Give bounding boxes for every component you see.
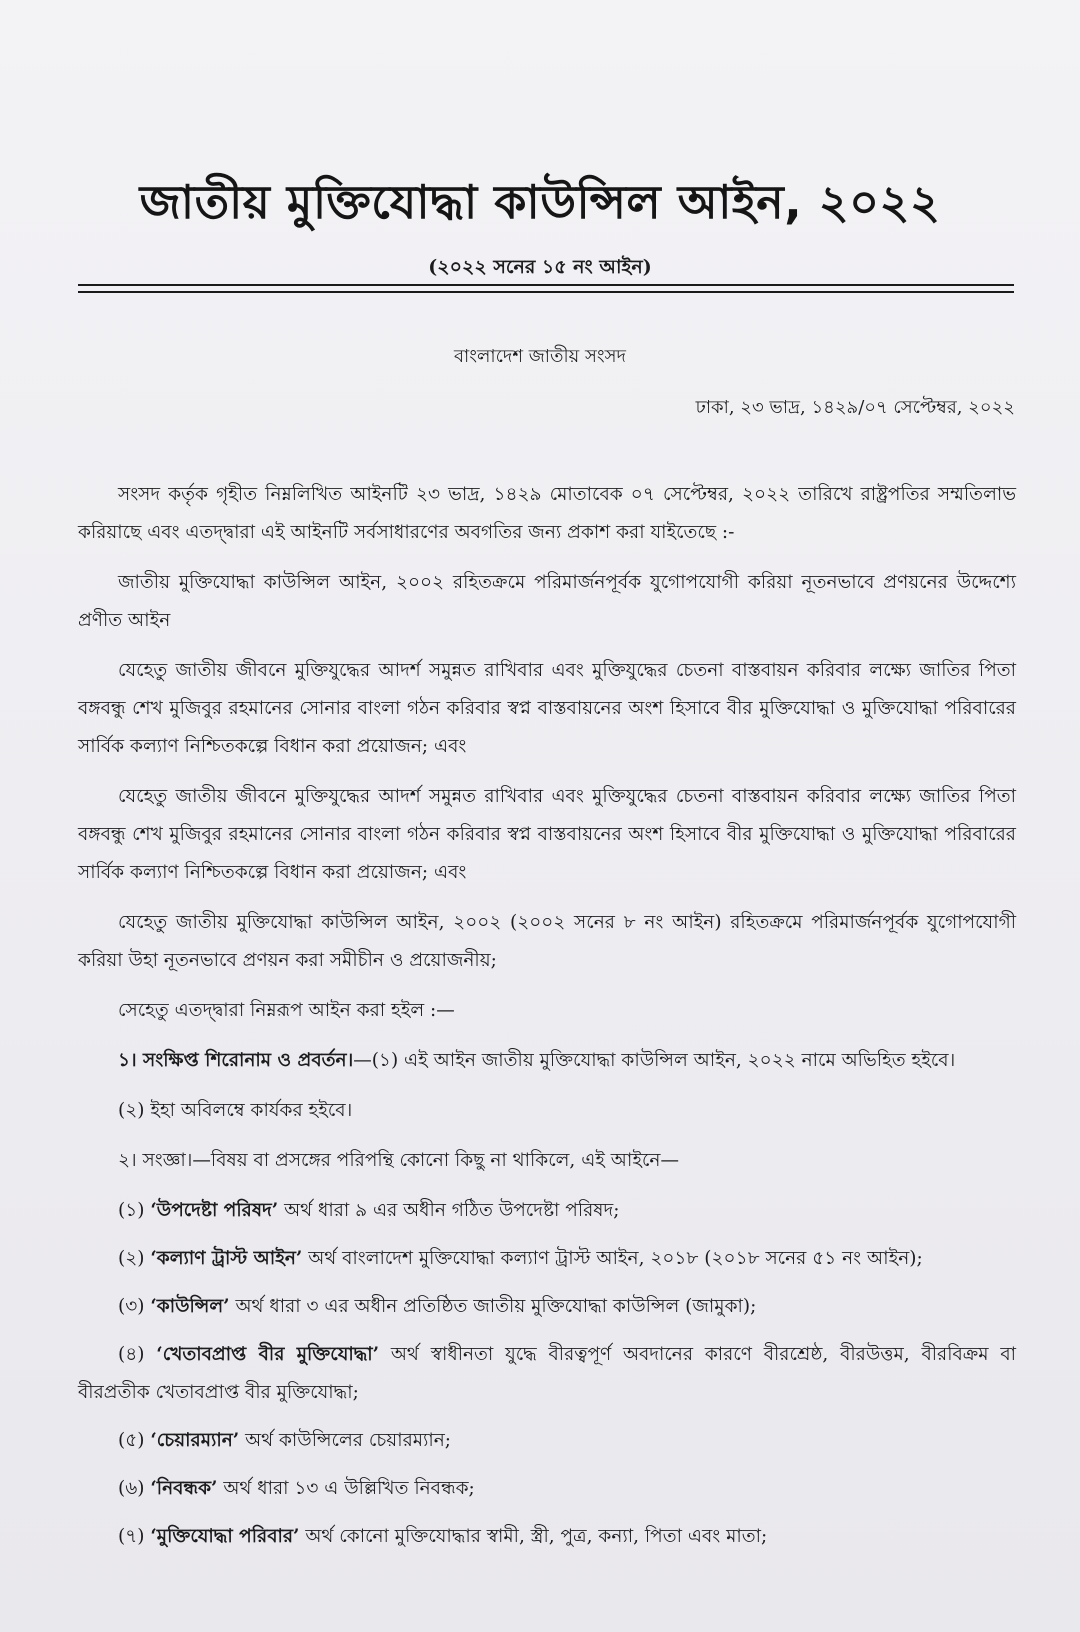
definition-item	[78, 1518, 1016, 1556]
definition-item	[78, 1336, 1016, 1412]
enacting-clause: সেহেতু এতদ্দ্বারা নিম্নরূপ আইন করা হইল :—	[118, 1000, 455, 1021]
header-rule-top	[78, 284, 1014, 286]
preamble-paragraph: যেহেতু জাতীয় জীবনে মুক্তিযুদ্ধের আদর্শ সমুন্নত রাখিবার এবং মুক্তিযুদ্ধের চেতনা বাস্তবায়ন করিবার লক্ষ্যে জাতির পিতা বঙ্গবন্ধু শেখ মুজিবুর রহমানের সোনার বাংলা গঠন করিবার স্বপ্ন বাস্তবায়নের অংশ হিসাবে বীর মুক্তিযোদ্ধা ও মুক্তিযোদ্ধা পরিবারের সার্বিক কল্যাণ নিশ্চিতকল্পে বিধান করা প্রয়োজন; এবং	[78, 660, 1016, 757]
header-rule-bottom	[78, 291, 1014, 293]
publication-date: ঢাকা, ২৩ ভাদ্র, ১৪২৯/০৭ সেপ্টেম্বর, ২০২২	[695, 397, 1015, 418]
definition-term: ‘কাউন্সিল’	[150, 1296, 230, 1317]
definition-item	[78, 1288, 1016, 1326]
definition-term: ‘উপদেষ্টা পরিষদ’	[150, 1200, 279, 1221]
definition-number: (৪)	[118, 1344, 145, 1365]
section-2-heading: ২। সংজ্ঞা।	[118, 1150, 193, 1171]
definition-text: অর্থ ধারা ৯ এর অধীন গঠিত উপদেষ্টা পরিষদ;	[284, 1200, 620, 1221]
section-1-subsection-2: (২) ইহা অবিলম্বে কার্যকর হইবে।	[118, 1100, 353, 1121]
section-2	[78, 1142, 1016, 1180]
definition-text: অর্থ কোনো মুক্তিযোদ্ধার স্বামী, স্ত্রী, পুত্র, কন্যা, পিতা এবং মাতা;	[305, 1526, 768, 1547]
definition-item	[78, 1422, 1016, 1460]
definition-item	[78, 1240, 1016, 1278]
definition-term: ‘মুক্তিযোদ্ধা পরিবার’	[150, 1526, 300, 1547]
definition-number: (৬)	[118, 1478, 145, 1499]
definition-term: ‘কল্যাণ ট্রাস্ট আইন’	[150, 1248, 303, 1269]
definition-term: ‘চেয়ারম্যান’	[150, 1430, 240, 1451]
definition-text: অর্থ কাউন্সিলের চেয়ারম্যান;	[245, 1430, 452, 1451]
section-1-heading: ১। সংক্ষিপ্ত শিরোনাম ও প্রবর্তন।	[118, 1050, 354, 1071]
definition-term: ‘খেতাবপ্রাপ্ত বীর মুক্তিযোদ্ধা’	[156, 1344, 380, 1365]
definition-text: অর্থ ধারা ১৩ এ উল্লিখিত নিবন্ধক;	[223, 1478, 475, 1499]
assent-notice: সংসদ কর্তৃক গৃহীত নিম্নলিখিত আইনটি ২৩ ভাদ্র, ১৪২৯ মোতাবেক ০৭ সেপ্টেম্বর, ২০২২ তারিখে রাষ্ট্রপতির সম্মতিলাভ করিয়াছে এবং এতদ্দ্বারা এই আইনটি সর্বসাধারণের অবগতির জন্য প্রকাশ করা যাইতেছে :-	[78, 484, 1016, 543]
definition-number: (৩)	[118, 1296, 145, 1317]
section-1	[78, 1042, 1016, 1080]
preamble-paragraph: যেহেতু জাতীয় মুক্তিযোদ্ধা কাউন্সিল আইন, ২০০২ (২০০২ সনের ৮ নং আইন) রহিতক্রমে পরিমার্জনপূর্বক যুগোপযোগী করিয়া উহা নূতনভাবে প্রণয়ন করা সমীচীন ও প্রয়োজনীয়;	[78, 912, 1016, 971]
definition-number: (২)	[118, 1248, 145, 1269]
definition-item	[78, 1470, 1016, 1508]
definition-text: অর্থ ধারা ৩ এর অধীন প্রতিষ্ঠিত জাতীয় মুক্তিযোদ্ধা কাউন্সিল (জামুকা);	[235, 1296, 757, 1317]
law-body	[78, 476, 1016, 1566]
definition-term: ‘নিবন্ধক’	[150, 1478, 218, 1499]
law-purpose: জাতীয় মুক্তিযোদ্ধা কাউন্সিল আইন, ২০০২ রহিতক্রমে পরিমার্জনপূর্বক যুগোপযোগী করিয়া নূতনভাবে প্রণয়নের উদ্দেশ্যে প্রণীত আইন	[78, 572, 1016, 631]
definition-number: (৫)	[118, 1430, 145, 1451]
definition-text: অর্থ বাংলাদেশ মুক্তিযোদ্ধা কল্যাণ ট্রাস্ট আইন, ২০১৮ (২০১৮ সনের ৫১ নং আইন);	[308, 1248, 923, 1269]
preamble-paragraph: যেহেতু জাতীয় জীবনে মুক্তিযুদ্ধের আদর্শ সমুন্নত রাখিবার এবং মুক্তিযুদ্ধের চেতনা বাস্তবায়ন করিবার লক্ষ্যে জাতির পিতা বঙ্গবন্ধু শেখ মুজিবুর রহমানের সোনার বাংলা গঠন করিবার স্বপ্ন বাস্তবায়নের অংশ হিসাবে বীর মুক্তিযোদ্ধা ও মুক্তিযোদ্ধা পরিবারের সার্বিক কল্যাণ নিশ্চিতকল্পে বিধান করা প্রয়োজন; এবং	[78, 786, 1016, 883]
definition-item	[78, 1192, 1016, 1230]
law-number: (২০২২ সনের ১৫ নং আইন)	[428, 256, 652, 278]
section-2-text: —বিষয় বা প্রসঙ্গের পরিপন্থি কোনো কিছু না থাকিলে, এই আইনে—	[192, 1150, 679, 1171]
section-1-text: —(১) এই আইন জাতীয় মুক্তিযোদ্ধা কাউন্সিল আইন, ২০২২ নামে অভিহিত হইবে।	[353, 1050, 956, 1071]
definition-number: (১)	[118, 1200, 145, 1221]
definition-text: অর্থ স্বাধীনতা যুদ্ধে বীরত্বপূর্ণ অবদানের কারণে বীরশ্রেষ্ঠ, বীরউত্তম, বীরবিক্রম বা বীরপ্রতীক খেতাবপ্রাপ্ত বীর মুক্তিযোদ্ধা;	[78, 1344, 1016, 1403]
definition-number: (৭)	[118, 1526, 145, 1547]
parliament-name: বাংলাদেশ জাতীয় সংসদ	[454, 346, 626, 367]
law-title: জাতীয় মুক্তিযোদ্ধা কাউন্সিল আইন, ২০২২	[139, 175, 941, 229]
